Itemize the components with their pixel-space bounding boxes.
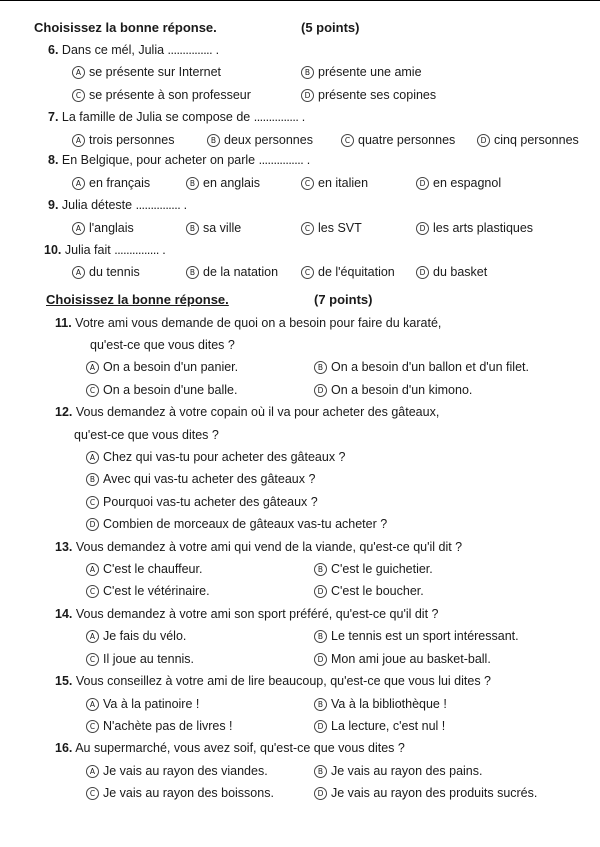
option-a-icon: A (86, 563, 99, 576)
option-b[interactable] (86, 471, 315, 487)
option-b[interactable] (186, 220, 241, 236)
option-b-icon: B (314, 563, 327, 576)
option-b[interactable] (314, 561, 433, 577)
option-b-icon: B (207, 134, 220, 147)
option-text: en anglais (203, 176, 260, 190)
option-c[interactable] (301, 220, 362, 236)
option-c-icon: C (86, 787, 99, 800)
option-c-icon: C (341, 134, 354, 147)
option-c[interactable] (341, 132, 455, 148)
question-end: . (162, 243, 166, 257)
option-b-icon: B (186, 266, 199, 279)
option-text: Je vais au rayon des boissons. (103, 786, 274, 800)
option-a[interactable] (86, 561, 202, 577)
option-d-icon: D (314, 720, 327, 733)
question-11 (55, 315, 441, 331)
option-c-icon: C (72, 89, 85, 102)
option-a[interactable] (86, 763, 268, 779)
question-number: 10. (44, 243, 62, 257)
option-text: Va à la bibliothèque ! (331, 697, 447, 711)
question-number: 14. (55, 607, 73, 621)
option-d-icon: D (477, 134, 490, 147)
option-text: en italien (318, 176, 369, 190)
option-b[interactable] (314, 628, 519, 644)
option-text: On a besoin d'un panier. (103, 360, 239, 374)
question-13 (55, 539, 462, 555)
option-d-icon: D (314, 585, 327, 598)
option-b[interactable] (186, 175, 260, 191)
option-text: présente ses copines (318, 88, 437, 102)
option-text: C'est le guichetier. (331, 562, 433, 576)
question-number: 6. (48, 43, 59, 57)
option-text: Mon ami joue au basket-ball. (331, 652, 491, 666)
option-d-icon: D (416, 266, 429, 279)
question-12 (55, 404, 439, 420)
option-text: en espagnol (433, 176, 502, 190)
option-text: Va à la patinoire ! (103, 697, 200, 711)
option-b[interactable] (314, 763, 482, 779)
option-c-icon: C (86, 720, 99, 733)
section2-points: (7 points) (314, 292, 373, 307)
question-9 (48, 197, 187, 213)
question-15 (55, 673, 491, 689)
option-a-icon: A (72, 66, 85, 79)
option-a-icon: A (72, 177, 85, 190)
option-c-icon: C (86, 496, 99, 509)
question-number: 12. (55, 405, 73, 419)
option-d[interactable] (314, 651, 491, 667)
option-text: C'est le boucher. (331, 584, 424, 598)
option-d[interactable] (416, 220, 533, 236)
option-c-icon: C (301, 266, 314, 279)
option-text: quatre personnes (358, 133, 456, 147)
option-a[interactable] (86, 696, 199, 712)
option-text: du basket (433, 265, 488, 279)
option-b[interactable] (314, 359, 529, 375)
option-text: N'achète pas de livres ! (103, 719, 233, 733)
option-a-icon: A (86, 630, 99, 643)
question-end: . (306, 153, 311, 167)
question-end: . (183, 198, 188, 212)
question-text: Dans ce mél, Julia (61, 43, 165, 57)
option-text: Je fais du vélo. (103, 629, 187, 643)
option-text: On a besoin d'un ballon et d'un filet. (331, 360, 529, 374)
question-number: 13. (55, 540, 73, 554)
option-b-icon: B (186, 177, 199, 190)
question-text-line2: qu'est-ce que vous dites ? (90, 338, 235, 352)
option-a[interactable] (86, 628, 186, 644)
option-d-icon: D (314, 384, 327, 397)
option-a-icon: A (72, 222, 85, 235)
top-rule (0, 0, 600, 1)
option-c[interactable] (86, 382, 237, 398)
option-d[interactable] (314, 718, 445, 734)
option-b-icon: B (314, 630, 327, 643)
option-text: La lecture, c'est nul ! (331, 719, 446, 733)
option-b[interactable] (207, 132, 313, 148)
option-text: de l'équitation (318, 265, 395, 279)
question-7 (48, 109, 305, 125)
option-a[interactable] (72, 64, 221, 80)
question-number: 7. (48, 110, 59, 124)
option-text: C'est le vétérinaire. (103, 584, 210, 598)
option-text: deux personnes (224, 133, 313, 147)
question-number: 11. (55, 316, 72, 330)
option-text: du tennis (89, 265, 140, 279)
answer-blank: ............... (258, 153, 304, 167)
option-c[interactable] (72, 87, 251, 103)
option-b[interactable] (186, 264, 278, 280)
question-text: Julia déteste (61, 198, 133, 212)
option-c[interactable] (301, 175, 368, 191)
option-d[interactable] (314, 785, 537, 801)
option-d-icon: D (301, 89, 314, 102)
option-a-icon: A (86, 361, 99, 374)
option-a[interactable] (72, 264, 140, 280)
option-text: Je vais au rayon des viandes. (103, 764, 268, 778)
question-number: 8. (48, 153, 59, 167)
question-16 (55, 740, 405, 756)
question-text: La famille de Julia se compose de (61, 110, 251, 124)
question-text: Vous demandez à votre copain où il va pour acheter des gâteaux, (75, 405, 440, 419)
answer-blank: ............... (135, 198, 181, 212)
question-text-line2: qu'est-ce que vous dites ? (74, 428, 219, 442)
option-b[interactable] (301, 64, 422, 80)
option-d[interactable] (301, 87, 436, 103)
option-text: Il joue au tennis. (103, 652, 195, 666)
option-b-icon: B (314, 698, 327, 711)
question-text: Votre ami vous demande de quoi on a besoin pour faire du karaté, (75, 316, 442, 330)
question-number: 16. (55, 741, 73, 755)
option-text: l'anglais (89, 221, 134, 235)
option-c-icon: C (86, 585, 99, 598)
option-text: C'est le chauffeur. (103, 562, 203, 576)
option-d-icon: D (314, 653, 327, 666)
option-c-icon: C (86, 653, 99, 666)
option-text: de la natation (203, 265, 279, 279)
question-text: Julia fait (64, 243, 111, 257)
option-d[interactable] (416, 264, 487, 280)
option-c[interactable] (86, 785, 274, 801)
option-text: Je vais au rayon des pains. (331, 764, 483, 778)
option-text: en français (89, 176, 151, 190)
option-c[interactable] (86, 583, 210, 599)
question-text: Vous demandez à votre ami qui vend de la viande, qu'est-ce qu'il dit ? (75, 540, 463, 554)
option-text: les SVT (318, 221, 362, 235)
option-a-icon: A (86, 451, 99, 464)
answer-blank: ............... (253, 110, 299, 124)
option-b[interactable] (314, 696, 447, 712)
option-b-icon: B (86, 473, 99, 486)
option-d-icon: D (86, 518, 99, 531)
option-text: Le tennis est un sport intéressant. (331, 629, 519, 643)
option-b-icon: B (314, 361, 327, 374)
option-d[interactable] (477, 132, 579, 148)
option-a[interactable] (72, 132, 174, 148)
option-a[interactable] (72, 220, 134, 236)
question-end: . (215, 43, 220, 57)
option-a-icon: A (72, 266, 85, 279)
option-text: Je vais au rayon des produits sucrés. (331, 786, 538, 800)
option-c-icon: C (86, 384, 99, 397)
option-d-icon: D (314, 787, 327, 800)
option-c[interactable] (301, 264, 395, 280)
option-a[interactable] (86, 359, 238, 375)
option-a-icon: A (86, 765, 99, 778)
option-b-icon: B (301, 66, 314, 79)
option-b-icon: B (186, 222, 199, 235)
option-c-icon: C (301, 222, 314, 235)
option-d[interactable] (314, 583, 424, 599)
section1-title: Choisissez la bonne réponse. (34, 20, 217, 35)
option-text: présente une amie (318, 65, 422, 79)
option-text: On a besoin d'un kimono. (331, 383, 473, 397)
option-c[interactable] (86, 494, 318, 510)
option-c-icon: C (301, 177, 314, 190)
option-a-icon: A (72, 134, 85, 147)
question-6 (48, 42, 219, 58)
option-text: Chez qui vas-tu pour acheter des gâteaux ? (103, 450, 346, 464)
option-text: sa ville (203, 221, 242, 235)
option-text: se présente à son professeur (89, 88, 251, 102)
question-text: Au supermarché, vous avez soif, qu'est-ce que vous dites ? (75, 741, 405, 755)
option-d[interactable] (416, 175, 501, 191)
question-end: . (301, 110, 306, 124)
option-d[interactable] (314, 382, 472, 398)
question-text: En Belgique, pour acheter on parle (61, 153, 256, 167)
option-c[interactable] (86, 718, 233, 734)
option-text: Pourquoi vas-tu acheter des gâteaux ? (103, 495, 318, 509)
section1-points: (5 points) (301, 20, 360, 35)
question-text: Vous conseillez à votre ami de lire beaucoup, qu'est-ce que vous lui dites ? (75, 674, 492, 688)
option-text: On a besoin d'une balle. (103, 383, 238, 397)
option-text: Avec qui vas-tu acheter des gâteaux ? (103, 472, 316, 486)
option-a-icon: A (86, 698, 99, 711)
option-d-icon: D (416, 177, 429, 190)
option-text: cinq personnes (494, 133, 579, 147)
option-a[interactable] (86, 449, 346, 465)
answer-blank: ............... (167, 43, 213, 57)
section2-title: Choisissez la bonne réponse. (46, 292, 229, 307)
answer-blank: ............... (114, 243, 159, 257)
option-a[interactable] (72, 175, 150, 191)
question-10 (44, 242, 166, 258)
option-b-icon: B (314, 765, 327, 778)
question-number: 9. (48, 198, 59, 212)
question-8 (48, 152, 310, 168)
question-14 (55, 606, 439, 622)
option-text: se présente sur Internet (89, 65, 222, 79)
question-number: 15. (55, 674, 73, 688)
option-d[interactable] (86, 516, 387, 532)
option-d-icon: D (416, 222, 429, 235)
option-text: Combien de morceaux de gâteaux vas-tu acheter ? (103, 517, 388, 531)
option-text: trois personnes (89, 133, 175, 147)
question-text: Vous demandez à votre ami son sport préféré, qu'est-ce qu'il dit ? (75, 607, 439, 621)
option-c[interactable] (86, 651, 194, 667)
option-text: les arts plastiques (433, 221, 534, 235)
